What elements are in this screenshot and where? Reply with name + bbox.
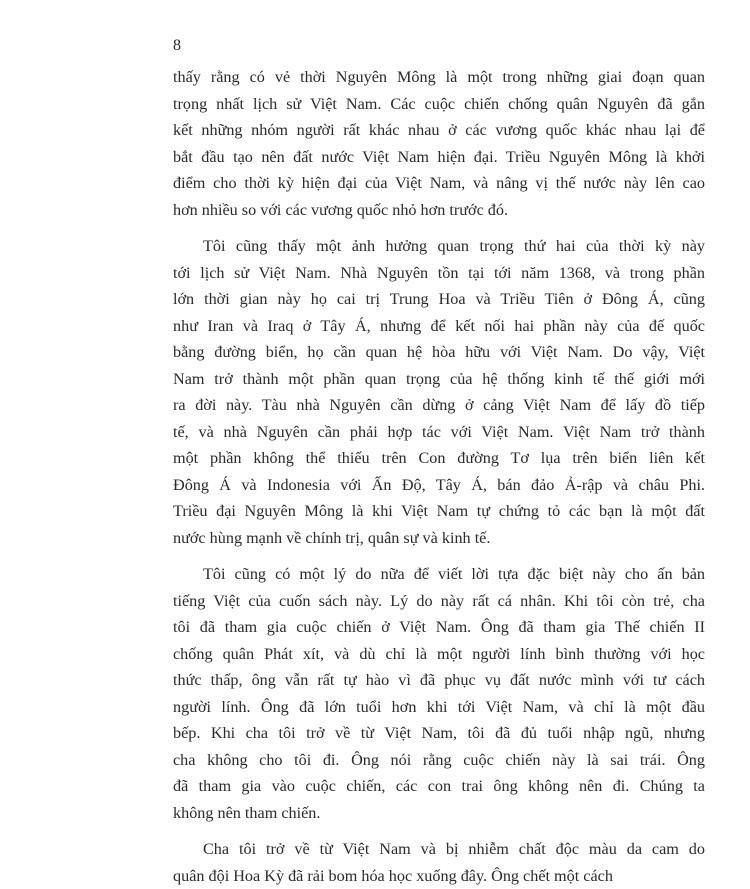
text-line: tới lịch sử Việt Nam. Nhà Nguyên tồn tại tới năm 1368, và trong phần: [173, 260, 705, 287]
text-line: cha không cho tôi đi. Ông nói rằng cuộc chiến này là sai trái. Ông: [173, 747, 705, 774]
text-line: trọng nhất lịch sử Việt Nam. Các cuộc chiến chống quân Nguyên đã gắn: [173, 91, 705, 118]
text-line: như Iran và Iraq ở Tây Á, nhưng để kết nối hai phần này của đế quốc: [173, 313, 705, 340]
text-line: thấy rằng có vẻ thời Nguyên Mông là một trong những giai đoạn quan: [173, 64, 705, 91]
text-line: lớn thời gian này họ cai trị Trung Hoa và Triều Tiên ở Đông Á, cũng: [173, 286, 705, 313]
text-line: ra đời này. Tàu nhà Nguyên cần dừng ở cảng Việt Nam để lấy đồ tiếp: [173, 392, 705, 419]
text-line: Tôi cũng thấy một ảnh hưởng quan trọng thứ hai của thời kỳ này: [173, 233, 705, 260]
text-line: Cha tôi trở về từ Việt Nam và bị nhiễm chất độc màu da cam do: [173, 836, 705, 863]
text-line: tôi đã tham gia cuộc chiến ở Việt Nam. Ông đã tham gia Thế chiến II: [173, 614, 705, 641]
paragraph: [173, 64, 705, 223]
text-line: điểm cho thời kỳ hiện đại của Việt Nam, và nâng vị thế nước này lên cao: [173, 170, 705, 197]
text-line: bằng đường biển, họ cần quan hệ hòa hữu với Việt Nam. Do vậy, Việt: [173, 339, 705, 366]
text-line: thức thấp, ông vẫn rất tự hào vì đã phục vụ đất nước mình với tư cách: [173, 667, 705, 694]
paragraph: [173, 561, 705, 826]
body-text: [173, 64, 705, 889]
text-line: đã tham gia vào cuộc chiến, các con trai ông không nên đi. Chúng ta: [173, 773, 705, 800]
text-line: nước hùng mạnh về chính trị, quân sự và kinh tế.: [173, 525, 705, 552]
text-line: Đông Á và Indonesia với Ấn Độ, Tây Á, bán đảo Ả-rập và châu Phi.: [173, 472, 705, 499]
text-line: người lính. Ông đã lớn tuổi hơn khi tới Việt Nam, và chỉ là một đầu: [173, 694, 705, 721]
text-line: tế, và nhà Nguyên cần phải hợp tác với Việt Nam. Việt Nam trở thành: [173, 419, 705, 446]
text-line: bếp. Khi cha tôi trở về từ Việt Nam, tôi đã đủ tuổi nhập ngũ, nhưng: [173, 720, 705, 747]
text-line: không nên tham chiến.: [173, 800, 705, 827]
text-line: Tôi cũng có một lý do nữa để viết lời tựa đặc biệt này cho ấn bản: [173, 561, 705, 588]
text-line: quân đội Hoa Kỳ đã rải bom hóa học xuống đây. Ông chết một cách: [173, 863, 705, 889]
paragraph: [173, 233, 705, 551]
text-line: kết những nhóm người rất khác nhau ở các vương quốc khác nhau lại để: [173, 117, 705, 144]
text-line: bắt đầu tạo nên đất nước Việt Nam hiện đại. Triều Nguyên Mông là khởi: [173, 144, 705, 171]
text-line: một phần không thể thiếu trên Con đường Tơ lụa trên biển liên kết: [173, 445, 705, 472]
page-number: 8: [173, 36, 181, 56]
text-line: chống quân Phát xít, và dù chỉ là một người lính bình thường với học: [173, 641, 705, 668]
text-line: tiếng Việt của cuốn sách này. Lý do này rất cá nhân. Khi tôi còn trẻ, cha: [173, 588, 705, 615]
text-line: Nam trở thành một phần quan trọng của hệ thống kinh tế thế giới mới: [173, 366, 705, 393]
text-line: hơn nhiều so với các vương quốc nhỏ hơn trước đó.: [173, 197, 705, 224]
paragraph: [173, 836, 705, 889]
text-line: Triều đại Nguyên Mông là khi Việt Nam tự chứng tỏ các bạn là một đất: [173, 498, 705, 525]
